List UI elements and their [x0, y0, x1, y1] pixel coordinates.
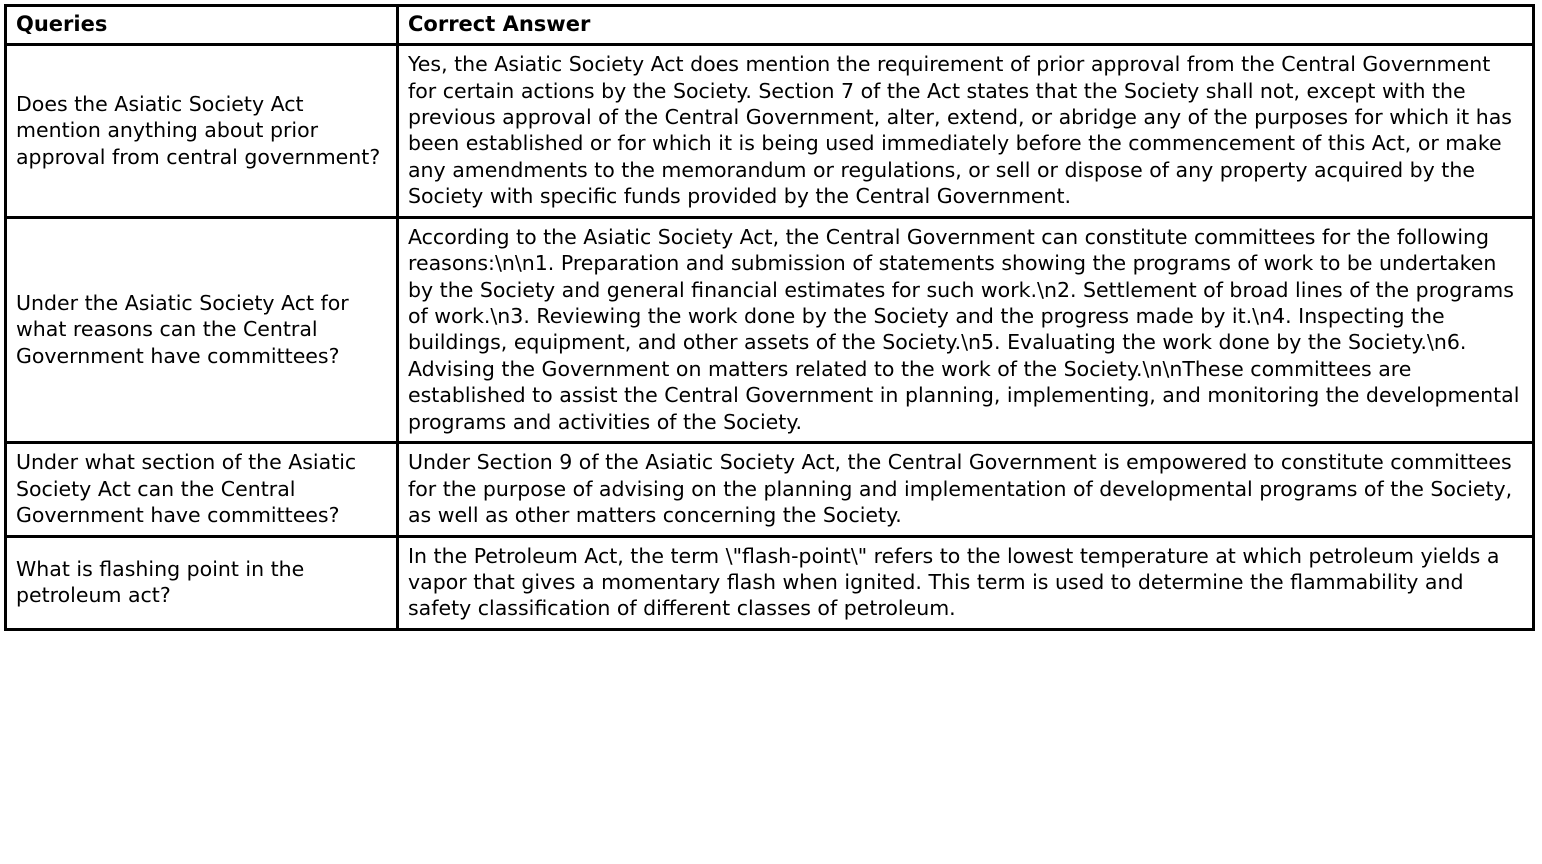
query-cell: Under the Asiatic Society Act for what reasons can the Central Government have committees? — [6, 217, 398, 443]
answer-cell: Under Section 9 of the Asiatic Society Act, the Central Government is empowered to constitute committees for the purpose of advising on the planning and implementation of developmental programs of the Society, as well as other matters concerning the Society. — [398, 443, 1534, 536]
qa-table — [4, 4, 1535, 631]
query-cell: What is flashing point in the petroleum act? — [6, 536, 398, 629]
table-row — [6, 45, 1534, 218]
table-header — [6, 6, 1534, 45]
table-row — [6, 536, 1534, 629]
query-cell: Does the Asiatic Society Act mention anything about prior approval from central government? — [6, 45, 398, 218]
column-header-correct-answer: Correct Answer — [398, 6, 1534, 45]
table-row — [6, 217, 1534, 443]
table-header-row — [6, 6, 1534, 45]
column-header-queries: Queries — [6, 6, 398, 45]
query-cell: Under what section of the Asiatic Society Act can the Central Government have committees? — [6, 443, 398, 536]
answer-cell: Yes, the Asiatic Society Act does mention the requirement of prior approval from the Central Government for certain actions by the Society. Section 7 of the Act states that the Society shall not, except with the previous approval of the Central Government, alter, extend, or abridge any of the purposes for which it has been established or for which it is being used immediately before the commencement of this Act, or make any amendments to the memorandum or regulations, or sell or dispose of any property acquired by the Society with specific funds provided by the Central Government. — [398, 45, 1534, 218]
table-body — [6, 45, 1534, 630]
answer-cell: According to the Asiatic Society Act, the Central Government can constitute committees for the following reasons:\n\n1. Preparation and submission of statements showing the programs of work to be undertaken by the Society and general financial estimates for such work.\n2. Settlement of broad lines of the programs of work.\n3. Reviewing the work done by the Society and the progress made by it.\n4. Inspecting the buildings, equipment, and other assets of the Society.\n5. Evaluating the work done by the Society.\n6. Advising the Government on matters related to the work of the Society.\n\nThese committees are established to assist the Central Government in planning, implementing, and monitoring the developmental programs and activities of the Society. — [398, 217, 1534, 443]
table-row — [6, 443, 1534, 536]
answer-cell: In the Petroleum Act, the term \"flash-point\" refers to the lowest temperature at which petroleum yields a vapor that gives a momentary flash when ignited. This term is used to determine the flammability and safety classification of different classes of petroleum. — [398, 536, 1534, 629]
